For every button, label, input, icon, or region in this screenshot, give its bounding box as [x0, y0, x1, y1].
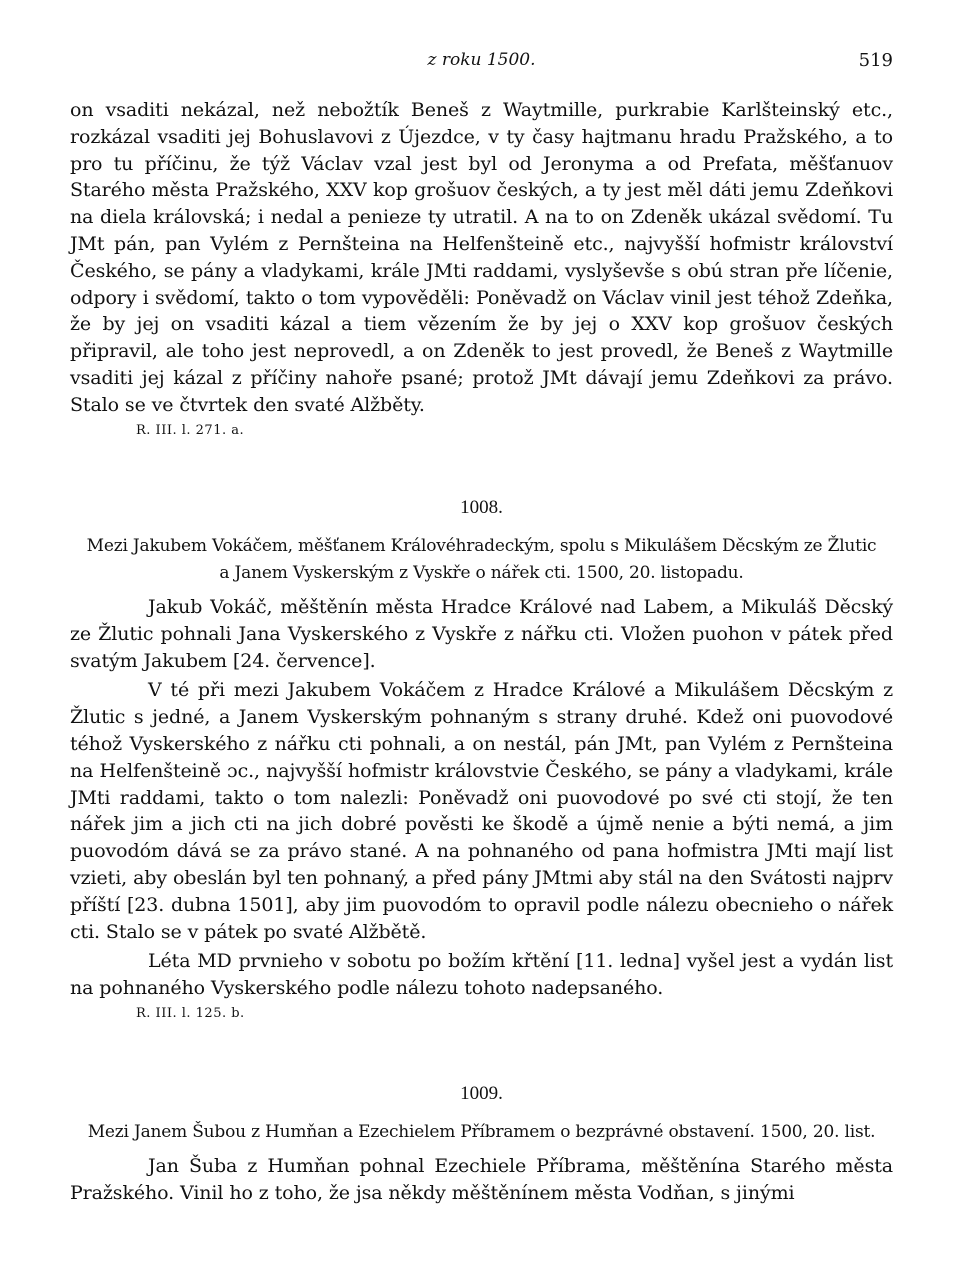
entry-1008	[70, 497, 893, 1021]
entry-heading: Mezi Janem Šubou z Humňan a Ezechielem Příbramem o bezprávné obstavení. 1500, 20. list.	[87, 1122, 876, 1142]
page-header	[70, 50, 893, 76]
entry-heading-line2: a Janem Vyskerským z Vyskře o nářek cti. 1500, 20. listopadu.	[219, 563, 744, 583]
entry-paragraph-3: Léta MD prvnieho v sobotu po božím křtění [11. ledna] vyšel jest a vydán list na pohnaného Vyskerského podle nálezu tohoto nadepsaného.	[70, 950, 893, 1000]
intro-paragraph: on vsaditi nekázal, než nebožtík Beneš z Waytmille, purkrabie Karlšteinský etc., rozkázal vsaditi jej Bohuslavovi z Újezdce, v ty časy hajtmanu hradu Pražského, a to pro tu příčinu, že týž Václav vzal jest byl od Jeronyma a od Prefata, měšťanuov Starého města Pražského, XXV kop grošuov českých, a ty jest měl dáti jemu Zdeňkovi na diela královská; i nedal a penieze ty utratil. A na to on Zdeněk ukázal svědomí. Tu JMt pán, pan Vylém z Pernšteina na Helfenšteině etc., najvyšší hofmistr království Českého, se pány a vladykami, krále JMti raddami, vyslyševše s obú stran pře líčenie, odpory i svědomí, takto o tom vypověděli: Poněvadž on Václav vinil jest téhož Zdeňka, že by jej on vsaditi kázal a tiem vězením že by jej o XXV kop grošuov českých připravil, ale toho jest neprovedl, a on Zdeněk to jest provedl, že Beneš z Waytmille vsaditi jej kázal z příčiny nahoře psané; protož JMt dávají jemu Zdeňkovi za právo. Stalo se ve čtvrtek den svaté Alžběty.	[70, 99, 893, 416]
entry-paragraph-1: Jakub Vokáč, měštěnín města Hradce Králové nad Labem, a Mikuláš Děcský ze Žlutic pohnali Jana Vyskerského z Vyskře z nářku cti. Vložen puohon v pátek před svatým Jakubem [24. července].	[70, 596, 893, 672]
intro-block	[70, 97, 893, 438]
entry-number: 1008.	[460, 497, 503, 518]
entry-heading-line1: Mezi Jakubem Vokáčem, měšťanem Královéhradeckým, spolu s Mikulášem Děcským ze Žlutic	[86, 536, 877, 556]
running-title: z roku 1500.	[427, 50, 536, 70]
entry-number: 1009.	[460, 1083, 503, 1104]
page-number: 519	[858, 50, 893, 71]
entry-paragraph-2: V té při mezi Jakubem Vokáčem z Hradce Králové a Mikulášem Děcským z Žlutic s jedné, a Janem Vyskerským pohnaným s strany druhé. Kdež oni puovodové téhož Vyskerského z nářku cti pohnali, a on nestál, pán JMt, pan Vylém z Pernšteina na Helfenšteině ɔc., najvyšší hofmistr královstvie Českého, se pány a vladykami, krále JMti raddami, takto o tom nalezli: Poněvadž oni puovodové po své cti stojí, že ten nářek jim a jich cti na jich dobré pověsti ke škodě a újmě nenie a býti nemá, a jim puovodóm dává se za právo stané. A na pohnaného od pana hofmistra JMti mají list vzieti, aby obeslán byl ten pohnaný, a před pány JMtmi aby stál na den Svátosti najprv příští [23. dubna 1501], aby jim puovodóm to opravil podle nálezu obecnieho o nářek cti. Stalo se v pátek po svaté Alžbětě.	[70, 679, 893, 943]
entry-1009	[70, 1083, 893, 1207]
source-reference: R. III. l. 271. a.	[136, 422, 245, 438]
source-reference: R. III. l. 125. b.	[136, 1005, 245, 1021]
entry-paragraph: Jan Šuba z Humňan pohnal Ezechiele Příbrama, měštěnína Starého města Pražského. Vinil ho z toho, že jsa někdy měštěnínem města Vodňan, s jinými	[70, 1155, 893, 1204]
